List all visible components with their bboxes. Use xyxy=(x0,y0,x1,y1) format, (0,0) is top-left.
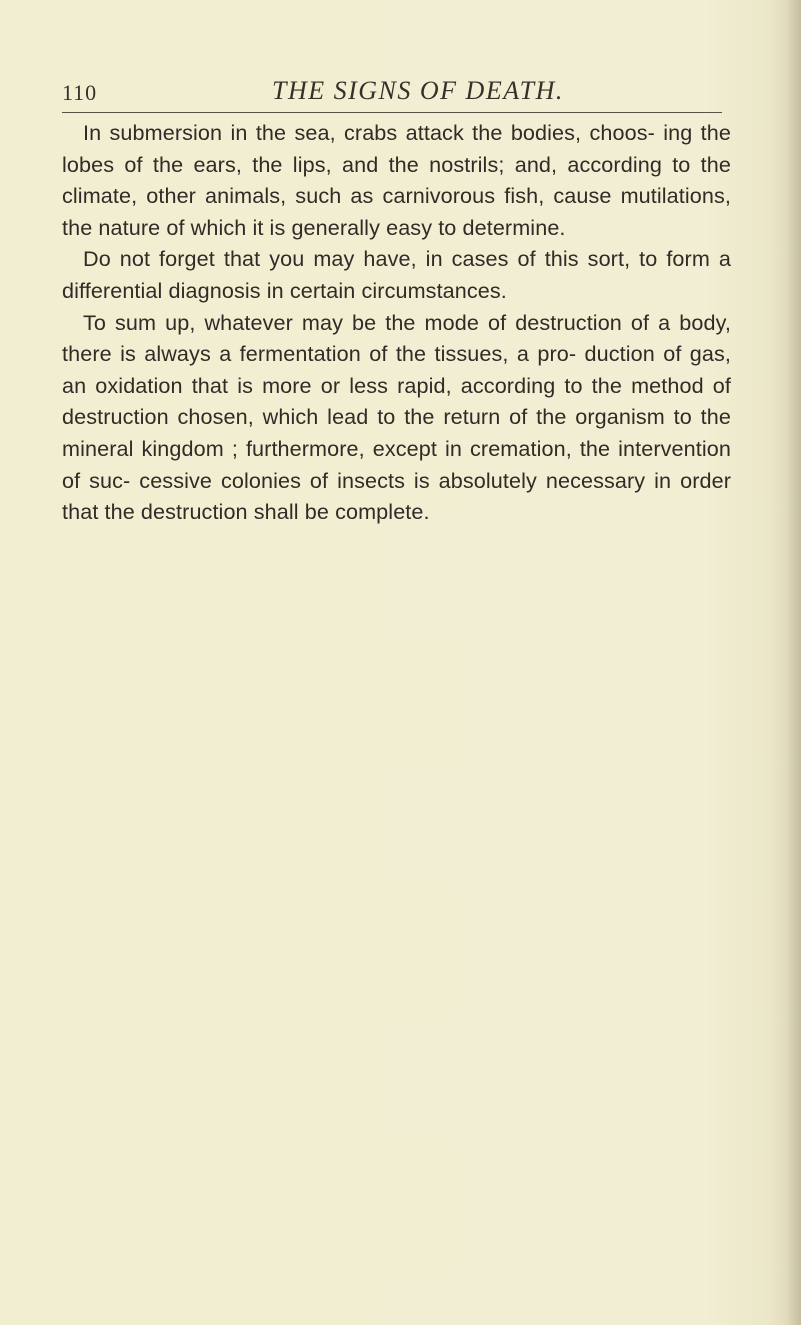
page-number: 110 xyxy=(62,80,98,105)
running-title: THE SIGNS OF DEATH. xyxy=(272,76,564,105)
page-edge-shadow xyxy=(787,0,801,1325)
body-text xyxy=(62,117,731,528)
paragraph-summary: To sum up, whatever may be the mode of destruction of a body, there is always a fermentation of the tissues, a pro- duction of gas, an oxidation that is more or less rapid, according to the method of destruction chosen, which lead to the return of the organism to the mineral kingdom ; furthermore, except in cremation, the intervention of suc- cessive colonies of insects is absolutely necessary in order that the destruction shall be complete. xyxy=(62,309,731,525)
running-head xyxy=(62,76,722,106)
paragraph-differential-diagnosis: Do not forget that you may have, in cases of this sort, to form a differential diagnosis in certain circumstances. xyxy=(62,246,731,303)
paragraph-submersion: In submersion in the sea, crabs attack the bodies, choos- ing the lobes of the ears, the lips, and the nostrils; and, according to the climate, other animals, such as carnivorous fish, cause mutilations, the nature of which it is generally easy to determine. xyxy=(62,120,731,240)
header-rule xyxy=(62,112,722,113)
